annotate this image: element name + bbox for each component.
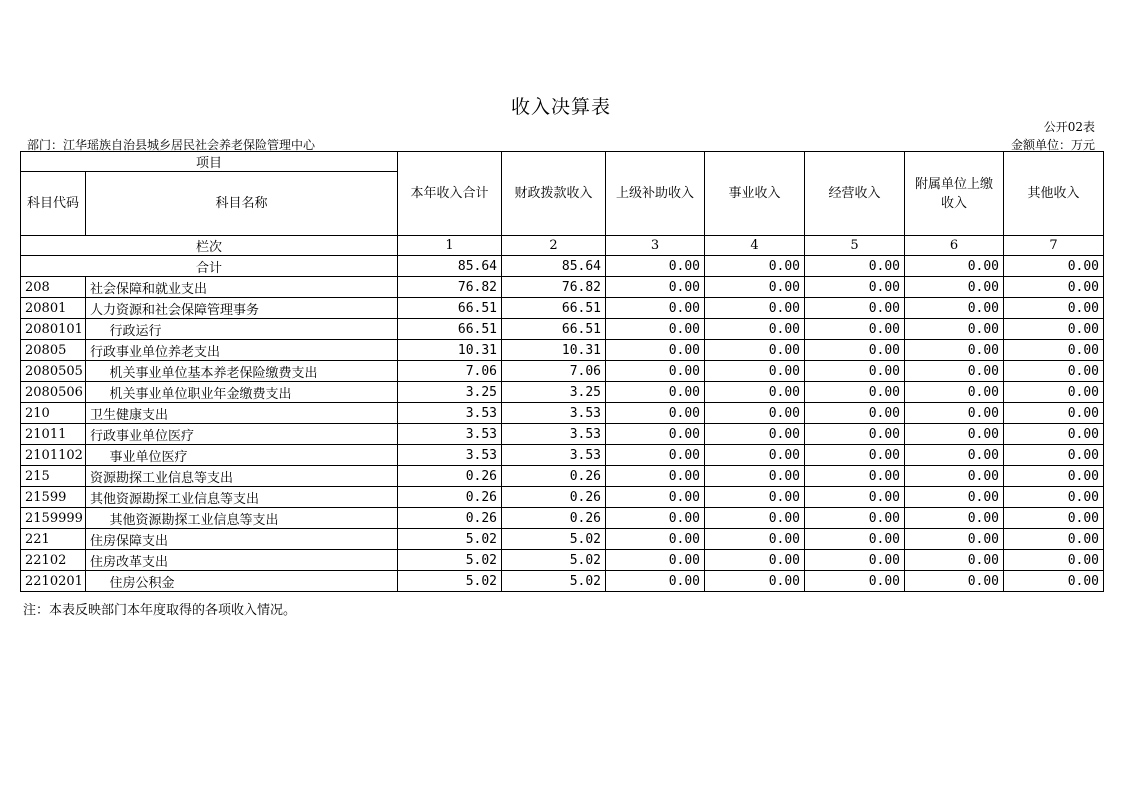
- amount-cell: 0.00: [705, 382, 805, 403]
- amount-cell: 0.00: [805, 403, 905, 424]
- table-row: [21, 319, 1104, 340]
- amount-cell: 3.53: [502, 424, 606, 445]
- subject-code: 215: [21, 466, 86, 487]
- amount-cell: 0.00: [606, 403, 705, 424]
- amount-cell: 0.00: [606, 361, 705, 382]
- amount-cell: 0.00: [805, 298, 905, 319]
- amount-cell: 0.00: [905, 340, 1004, 361]
- table-row: [21, 361, 1104, 382]
- amount-cell: 0.00: [606, 340, 705, 361]
- amount-cell: 3.25: [502, 382, 606, 403]
- subject-code: 2101102: [21, 445, 86, 466]
- table-row: [21, 277, 1104, 298]
- table-row: [21, 382, 1104, 403]
- header-col-7: 其他收入: [1004, 152, 1104, 236]
- amount-cell: 0.00: [805, 466, 905, 487]
- income-statement-table: [20, 151, 1104, 592]
- subject-name: 其他资源勘探工业信息等支出: [86, 487, 398, 508]
- amount-cell: 0.00: [705, 319, 805, 340]
- amount-cell: 0.00: [905, 571, 1004, 592]
- amount-cell: 66.51: [502, 319, 606, 340]
- table-row: [21, 508, 1104, 529]
- amount-cell: 0.00: [905, 487, 1004, 508]
- amount-cell: 0.00: [1004, 487, 1104, 508]
- amount-cell: 0.00: [805, 424, 905, 445]
- amount-cell: 0.00: [1004, 298, 1104, 319]
- amount-cell: 0.00: [705, 361, 805, 382]
- amount-cell: 0.00: [705, 277, 805, 298]
- header-col-2: 财政拨款收入: [502, 152, 606, 236]
- subject-code: 2080505: [21, 361, 86, 382]
- amount-cell: 0.00: [1004, 466, 1104, 487]
- amount-cell: 0.00: [805, 550, 905, 571]
- amount-cell: 0.00: [905, 529, 1004, 550]
- amount-cell: 0.00: [805, 382, 905, 403]
- amount-cell: 0.00: [1004, 277, 1104, 298]
- amount-cell: 0.00: [606, 550, 705, 571]
- amount-cell: 0.00: [905, 361, 1004, 382]
- amount-cell: 10.31: [398, 340, 502, 361]
- amount-cell: 0.00: [805, 319, 905, 340]
- amount-cell: 0.00: [606, 571, 705, 592]
- subject-code: 21599: [21, 487, 86, 508]
- table-row: [21, 445, 1104, 466]
- table-row: [21, 298, 1104, 319]
- subject-code: 2159999: [21, 508, 86, 529]
- amount-cell: 5.02: [502, 550, 606, 571]
- column-number: 5: [805, 236, 905, 256]
- total-value: 0.00: [805, 256, 905, 277]
- amount-cell: 0.26: [398, 508, 502, 529]
- header-col-1: 本年收入合计: [398, 152, 502, 236]
- subject-name: 其他资源勘探工业信息等支出: [86, 508, 398, 529]
- report-title: 收入决算表: [510, 96, 611, 118]
- amount-cell: 0.00: [805, 340, 905, 361]
- amount-cell: 0.00: [606, 424, 705, 445]
- table-row: [21, 529, 1104, 550]
- table-row: [21, 403, 1104, 424]
- amount-cell: 0.00: [1004, 382, 1104, 403]
- amount-cell: 0.00: [1004, 403, 1104, 424]
- amount-cell: 0.00: [606, 298, 705, 319]
- amount-cell: 0.00: [905, 319, 1004, 340]
- amount-cell: 3.53: [398, 445, 502, 466]
- header-col-6: 附属单位上缴收入: [905, 152, 1004, 236]
- amount-cell: 3.53: [398, 403, 502, 424]
- subject-name: 住房改革支出: [86, 550, 398, 571]
- amount-cell: 0.00: [705, 424, 805, 445]
- amount-cell: 0.00: [1004, 529, 1104, 550]
- subject-name: 行政运行: [86, 319, 398, 340]
- table-row: [21, 550, 1104, 571]
- table-row: [21, 466, 1104, 487]
- amount-cell: 0.00: [905, 550, 1004, 571]
- table-row: [21, 340, 1104, 361]
- amount-cell: 66.51: [398, 298, 502, 319]
- subject-name: 行政事业单位养老支出: [86, 340, 398, 361]
- subject-code: 20801: [21, 298, 86, 319]
- header-col-3: 上级补助收入: [606, 152, 705, 236]
- subject-name: 行政事业单位医疗: [86, 424, 398, 445]
- header-col-4: 事业收入: [705, 152, 805, 236]
- amount-cell: 0.00: [1004, 550, 1104, 571]
- amount-cell: 0.00: [1004, 424, 1104, 445]
- department-label: 部门：江华瑶族自治县城乡居民社会养老保险管理中心: [27, 138, 316, 152]
- subject-code: 2080506: [21, 382, 86, 403]
- amount-cell: 0.00: [705, 298, 805, 319]
- form-number: 公开02表: [1043, 120, 1095, 134]
- amount-cell: 0.00: [705, 487, 805, 508]
- amount-cell: 3.53: [502, 445, 606, 466]
- amount-cell: 0.00: [1004, 508, 1104, 529]
- amount-cell: 76.82: [398, 277, 502, 298]
- subject-name: 机关事业单位基本养老保险缴费支出: [86, 361, 398, 382]
- amount-cell: 0.00: [1004, 571, 1104, 592]
- amount-cell: 0.00: [606, 529, 705, 550]
- amount-cell: 0.00: [905, 508, 1004, 529]
- amount-cell: 0.00: [606, 319, 705, 340]
- column-number: 3: [606, 236, 705, 256]
- amount-cell: 0.26: [502, 466, 606, 487]
- table-note: 注：本表反映部门本年度取得的各项收入情况。: [23, 603, 297, 618]
- amount-cell: 0.00: [905, 298, 1004, 319]
- column-number: 2: [502, 236, 606, 256]
- total-value: 85.64: [398, 256, 502, 277]
- amount-cell: 0.00: [905, 277, 1004, 298]
- table-row: [21, 424, 1104, 445]
- amount-cell: 5.02: [398, 550, 502, 571]
- amount-cell: 0.00: [705, 550, 805, 571]
- amount-cell: 0.26: [398, 466, 502, 487]
- amount-cell: 0.00: [606, 445, 705, 466]
- amount-cell: 0.00: [705, 508, 805, 529]
- amount-cell: 0.00: [905, 403, 1004, 424]
- amount-cell: 0.00: [805, 361, 905, 382]
- amount-cell: 0.00: [705, 529, 805, 550]
- amount-cell: 0.26: [502, 508, 606, 529]
- subject-code: 210: [21, 403, 86, 424]
- amount-cell: 0.00: [1004, 340, 1104, 361]
- subject-code: 208: [21, 277, 86, 298]
- amount-cell: 7.06: [398, 361, 502, 382]
- amount-cell: 10.31: [502, 340, 606, 361]
- amount-cell: 5.02: [398, 571, 502, 592]
- amount-cell: 0.00: [805, 445, 905, 466]
- subject-name: 人力资源和社会保障管理事务: [86, 298, 398, 319]
- amount-cell: 0.00: [905, 466, 1004, 487]
- subject-code: 21011: [21, 424, 86, 445]
- amount-cell: 7.06: [502, 361, 606, 382]
- subject-code: 20805: [21, 340, 86, 361]
- amount-cell: 0.00: [805, 529, 905, 550]
- subject-name: 社会保障和就业支出: [86, 277, 398, 298]
- amount-cell: 0.00: [606, 508, 705, 529]
- subject-code: 2080101: [21, 319, 86, 340]
- amount-cell: 5.02: [398, 529, 502, 550]
- subject-name: 资源勘探工业信息等支出: [86, 466, 398, 487]
- amount-cell: 0.00: [805, 508, 905, 529]
- table-row: [21, 571, 1104, 592]
- subject-name: 住房公积金: [86, 571, 398, 592]
- subject-name: 机关事业单位职业年金缴费支出: [86, 382, 398, 403]
- amount-cell: 0.00: [805, 571, 905, 592]
- subject-code: 221: [21, 529, 86, 550]
- amount-cell: 76.82: [502, 277, 606, 298]
- amount-cell: 0.00: [606, 277, 705, 298]
- amount-cell: 0.00: [1004, 445, 1104, 466]
- amount-cell: 0.00: [606, 487, 705, 508]
- amount-unit: 金额单位：万元: [1010, 138, 1095, 152]
- column-number: 4: [705, 236, 805, 256]
- amount-cell: 0.00: [805, 487, 905, 508]
- total-row: [21, 256, 1104, 277]
- amount-cell: 0.00: [705, 403, 805, 424]
- subject-code: 2210201: [21, 571, 86, 592]
- amount-cell: 5.02: [502, 571, 606, 592]
- header-code: 科目代码: [21, 172, 86, 236]
- header-name: 科目名称: [86, 172, 398, 236]
- amount-cell: 0.00: [606, 382, 705, 403]
- amount-cell: 0.00: [1004, 319, 1104, 340]
- total-value: 0.00: [606, 256, 705, 277]
- subject-name: 卫生健康支出: [86, 403, 398, 424]
- amount-cell: 5.02: [502, 529, 606, 550]
- amount-cell: 66.51: [502, 298, 606, 319]
- amount-cell: 0.00: [905, 424, 1004, 445]
- amount-cell: 3.25: [398, 382, 502, 403]
- total-value: 0.00: [705, 256, 805, 277]
- subject-name: 住房保障支出: [86, 529, 398, 550]
- amount-cell: 0.00: [905, 445, 1004, 466]
- table-row: [21, 487, 1104, 508]
- subject-code: 22102: [21, 550, 86, 571]
- subject-name: 事业单位医疗: [86, 445, 398, 466]
- total-value: 85.64: [502, 256, 606, 277]
- amount-cell: 0.00: [705, 466, 805, 487]
- total-value: 0.00: [1004, 256, 1104, 277]
- amount-cell: 0.00: [705, 340, 805, 361]
- amount-cell: 0.00: [705, 571, 805, 592]
- column-label: 栏次: [21, 236, 398, 256]
- amount-cell: 0.00: [606, 466, 705, 487]
- amount-cell: 0.00: [805, 277, 905, 298]
- header-col-5: 经营收入: [805, 152, 905, 236]
- total-value: 0.00: [905, 256, 1004, 277]
- total-label: 合计: [21, 256, 398, 277]
- column-number: 7: [1004, 236, 1104, 256]
- amount-cell: 66.51: [398, 319, 502, 340]
- header-item: 项目: [21, 152, 398, 172]
- amount-cell: 3.53: [398, 424, 502, 445]
- amount-cell: 0.00: [905, 382, 1004, 403]
- amount-cell: 0.26: [502, 487, 606, 508]
- column-number: 1: [398, 236, 502, 256]
- amount-cell: 0.00: [1004, 361, 1104, 382]
- amount-cell: 0.00: [705, 445, 805, 466]
- amount-cell: 0.26: [398, 487, 502, 508]
- amount-cell: 3.53: [502, 403, 606, 424]
- column-number: 6: [905, 236, 1004, 256]
